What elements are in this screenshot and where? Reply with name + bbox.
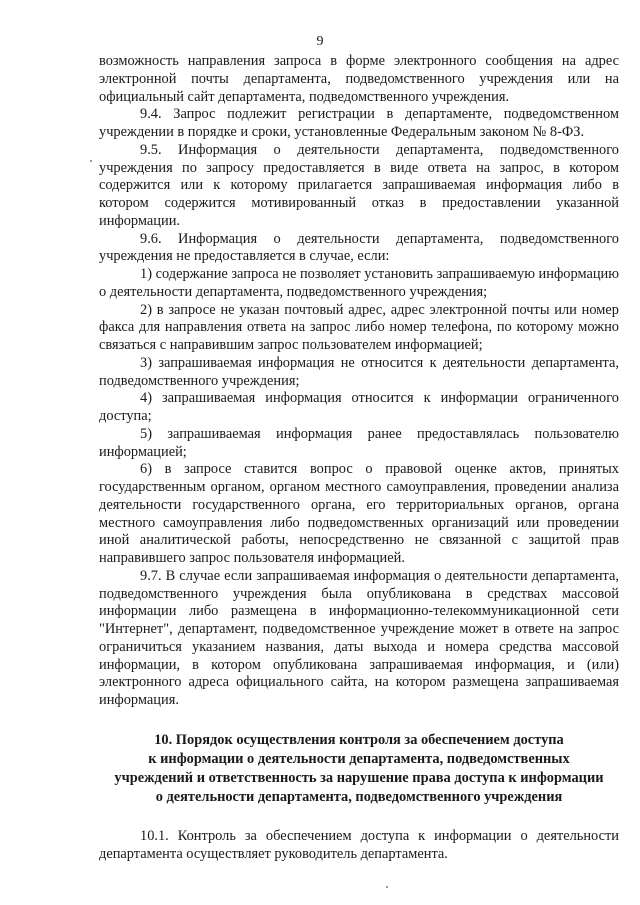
list-item-3: 3) запрашиваемая информация не относится к деятельности департамента, подведомственного учреждения; (99, 354, 619, 389)
list-item-6: 6) в запросе ставится вопрос о правовой оценке актов, принятых государственным органом, органом местного самоуправления, проведении анализа деятельности государственного органа, его территориальных органов, органа местного самоуправления либо подведомственных организаций или проведении иной аналитической работы, непосредственно не связанной с защитой прав направившего запрос пользователя информацией. (99, 461, 619, 566)
document-body (99, 53, 619, 863)
list-item-4: 4) запрашиваемая информация относится к информации ограниченного доступа; (99, 390, 619, 424)
scan-speck (90, 160, 92, 162)
paragraph-10-1: 10.1. Контроль за обеспечением доступа к информации о деятельности департамента осуществляет руководитель департамента. (99, 827, 619, 862)
paragraph-9-3-continuation: возможность направления запроса в форме электронного сообщения на адрес электронной почты департамента, подведомственного учреждения или на официальный сайт департамента, подведомственного учреждения. (99, 53, 619, 105)
paragraph-9-4: 9.4. Запрос подлежит регистрации в департаменте, подведомственном учреждении в порядке и сроки, установленные Федеральным законом № 8-ФЗ. (99, 106, 619, 140)
paragraph-9-5: 9.5. Информация о деятельности департамента, подведомственного учреждения по запросу предоставляется в виде ответа на запрос, в котором содержится или к которому прилагается запрашиваемая информация либо в котором содержится мотивированный отказ в предоставлении указанной информации. (99, 141, 619, 229)
list-item-1: 1) содержание запроса не позволяет установить запрашиваемую информацию о деятельности департамента, подведомственного учреждения; (99, 266, 620, 300)
page-number: 9 (316, 34, 324, 49)
list-item-2: 2) в запросе не указан почтовый адрес, адрес электронной почты или номер факса для направления ответа на запрос либо номер телефона, по которому можно связаться с направившим запрос пользователем информацией; (99, 301, 619, 353)
section-heading-line: учреждений и ответственность за нарушение права доступа к информации (114, 769, 604, 786)
paragraph-9-6: 9.6. Информация о деятельности департамента, подведомственного учреждения не предоставляется в случае, если: (99, 230, 619, 265)
section-heading-line: 10. Порядок осуществления контроля за обеспечением доступа (154, 731, 564, 748)
section-heading-line: к информации о деятельности департамента, подведомственных (148, 750, 570, 767)
section-heading (99, 731, 619, 807)
list-item-5: 5) запрашиваемая информация ранее предоставлялась пользователю информацией; (99, 425, 619, 460)
paragraph-9-7: 9.7. В случае если запрашиваемая информация о деятельности департамента, подведомственного учреждения была опубликована в средствах массовой информации либо размещена в информационно-телекоммуникационной сети "Интернет", департамент, подведомственное учреждение может в ответе на запрос ограничиться указанием названия, даты выхода и номера средства массовой информации, в котором опубликована запрашиваемая информация, и (или) электронного адреса официального сайта, на котором размещена запрашиваемая информация. (99, 567, 619, 708)
section-heading-line: о деятельности департамента, подведомственного учреждения (155, 788, 563, 805)
scan-speck (386, 886, 388, 888)
